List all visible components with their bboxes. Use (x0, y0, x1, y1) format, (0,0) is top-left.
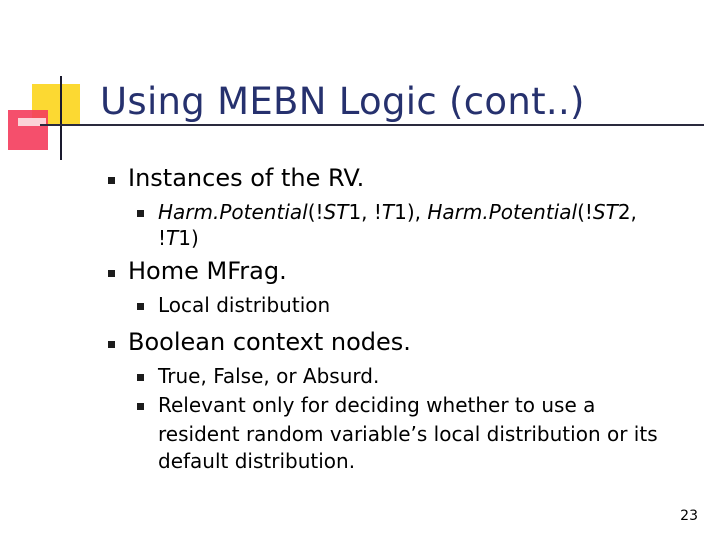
slide-title: Using MEBN Logic (cont..) (100, 80, 585, 123)
bullet-icon (137, 303, 144, 310)
title-underline (40, 124, 704, 126)
sub-bullet-3-2-line-1: Relevant only for deciding whether to use a (158, 393, 596, 417)
decor-red-square (8, 110, 48, 150)
sub-bullet-3-2-line-3: default distribution. (158, 449, 356, 473)
bullet-icon (108, 270, 115, 277)
bullet-icon (137, 210, 144, 217)
sub-bullet-1-1-line-1: Harm.Potential(!ST1, !T1), Harm.Potential(!ST2, (158, 200, 637, 224)
bullet-3-text: Boolean context nodes. (128, 328, 411, 356)
bullet-icon (108, 177, 115, 184)
bullet-2-text: Home MFrag. (128, 257, 287, 285)
page-number: 23 (680, 508, 698, 524)
bullet-icon (137, 403, 144, 410)
sub-bullet-3-2-line-2: resident random variable’s local distribution or its (158, 422, 658, 446)
bullet-icon (108, 341, 115, 348)
sub-bullet-1-1-line-2: !T1) (158, 226, 199, 250)
sub-bullet-2-1: Local distribution (158, 293, 331, 317)
sub-bullet-3-1: True, False, or Absurd. (158, 364, 380, 388)
bullet-icon (137, 374, 144, 381)
decor-vertical-line (60, 76, 62, 160)
bullet-1-text: Instances of the RV. (128, 164, 365, 192)
